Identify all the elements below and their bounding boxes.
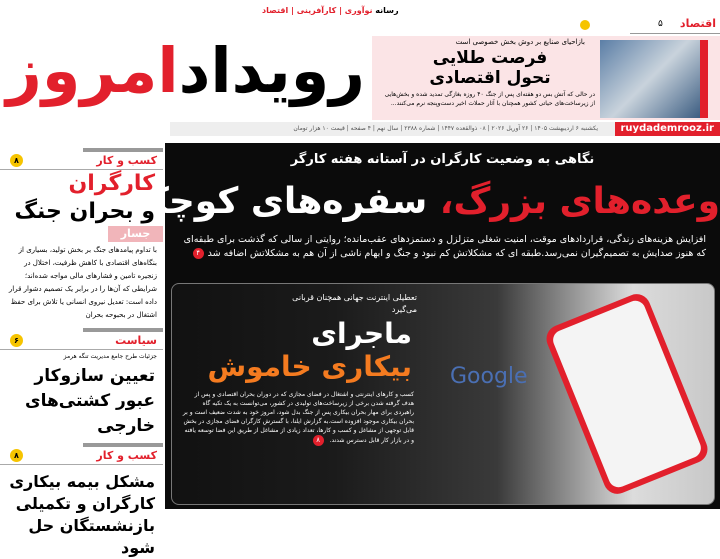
main-headline [165, 173, 720, 231]
dot-icon [580, 20, 590, 30]
phone-image [542, 290, 711, 498]
dateline [170, 122, 720, 136]
feature-body-text: کسب و کارهای اینترنتی و اشتغال در فضای مجازی که در دوران بحران اقتصادی و پس از هدف گرفته شدن برخی از زیرساخت‌های تولیدی در کشور، می‌توانست به یک تکیه گاه راهبردی برای مهار بحران بیکاری پس از جنگ بدل شود، امروز خود به شدت ضعیف است و بر بحران بیکاری موجود افزوده است.به گزارش ایلنا، با گسترش کارگران فضای مجازی در بخش قابل توجهی از مشاغل و کسب و کارها، تعداد زیادی از مشاغل از طریق این فضا توسعه یافته و در بازار کار قابل دسترس شدند. [183, 391, 414, 444]
tagline-items: نوآوری | کارآفرینی | اقتصاد [262, 6, 372, 15]
newspaper-logo [0, 22, 365, 120]
teaser-lead: در حالی که آتش بس دو هفته‌ای پس از جنگ ۴۰ روزه بغازگی تمدید شده و بخش‌هایی از زیرساخت‌های حیاتی کشور همچنان با آثار حملات اخیر دست‌و‌پنجه نرم می‌کنند... [380, 90, 595, 108]
page-badge: ۴ [193, 248, 204, 259]
logo-part2: امروز [6, 34, 178, 107]
logo-part1: رویداد [179, 34, 365, 107]
main-lead [181, 233, 706, 261]
story-kicker: جزئیات طرح جامع مدیریت تنگه هرمز [0, 350, 163, 364]
feature-kicker: تعطیلی اینترنت جهانی همچنان قربانی می‌گیرد [267, 292, 417, 316]
page-badge: ۸ [313, 435, 324, 446]
main-kicker: نگاهی به وضعیت کارگران در آستانه هفته کارگر [165, 151, 720, 169]
feature-story[interactable] [171, 283, 715, 505]
feature-title2: بیکاری خاموش [212, 350, 412, 384]
section-header-economy [630, 14, 720, 34]
story-title: و بحران جنگ [0, 198, 163, 226]
story-body: با تداوم پیامدهای جنگ بر بخش تولید، بسیاری از بنگاه‌های اقتصادی با کاهش ظرفیت، اختلال در زنجیره تامین و فشارهای مالی مواجه شده‌اند؛ شرایطی که آن‌ها را در برابر یک تصمیم دشوار قرار داده است: تعدیل نیروی انسانی یا تلاش برای حفظ اشتغال در بحبوحه بحران [0, 242, 163, 324]
teaser-kicker: بازاحیای صنایع بر دوش بخش خصوصی است [456, 38, 585, 47]
teaser-box[interactable] [372, 36, 720, 120]
story-title: تعیین سازوکار عبور کشتی‌های خارجی [0, 364, 163, 439]
main-story[interactable] [165, 143, 720, 509]
sidebar [0, 148, 163, 559]
feature-title1: ماجرای [232, 318, 412, 350]
date-issue-text: یکشنبه ۶ اردیبهشت ۱۴۰۵ | ۲۶ آوریل ۲۰۲۶ | ۰۸ ذوالقعده ۱۴۴۷ | شماره ۲۳۸۸ | سال نهم | ۴ صفحه | قیمت ۱۰ هزار تومان [293, 122, 598, 136]
section-label: سیاست [115, 334, 157, 348]
sidebar-story-1[interactable] [0, 148, 163, 324]
feature-body [182, 390, 414, 446]
story-title-red: کارگران [0, 170, 163, 198]
page-badge: ۸ [10, 154, 23, 167]
sidebar-story-2[interactable] [0, 328, 163, 439]
headline-red: وعده‌های بزرگ، [440, 181, 720, 222]
section-label: کسب و کار [96, 449, 157, 463]
section-label: اقتصاد [680, 17, 716, 31]
website-link[interactable]: ruydademrooz.ir [615, 122, 720, 136]
main-lead-text: افزایش هزینه‌های زندگی، قراردادهای موقت، امنیت شغلی متزلزل و دستمزدهای عقب‌مانده؛ روایتی از سالی که گذشت برای طبقه‌ای که هنوز صدایش به تصمیم‌گیران نمی‌رسد.طبقه ای که مشکلاتش کم نبود و جنگ و ابهام ناشی از آن هم به مشکلاتش اضافه شد [184, 234, 706, 259]
story-title: مشکل بیمه بیکاری کارگران و تکمیلی بازنشستگان حل شود [0, 465, 163, 559]
headline-white: سفره‌های کوچک [132, 181, 440, 222]
section-label: کسب و کار [96, 154, 157, 168]
sidebar-story-3[interactable] [0, 443, 163, 559]
page-number: ۵ [658, 18, 663, 30]
watermark: جسار [108, 226, 163, 242]
tagline-prefix: رسانه [375, 6, 398, 15]
google-image-text: Google [450, 364, 528, 390]
page-badge: ۶ [10, 334, 23, 347]
teaser-title: فرصت طلایی تحول اقتصادی [410, 48, 570, 88]
tagline [262, 5, 399, 16]
page-badge: ۸ [10, 449, 23, 462]
factory-worker-photo [600, 40, 708, 118]
